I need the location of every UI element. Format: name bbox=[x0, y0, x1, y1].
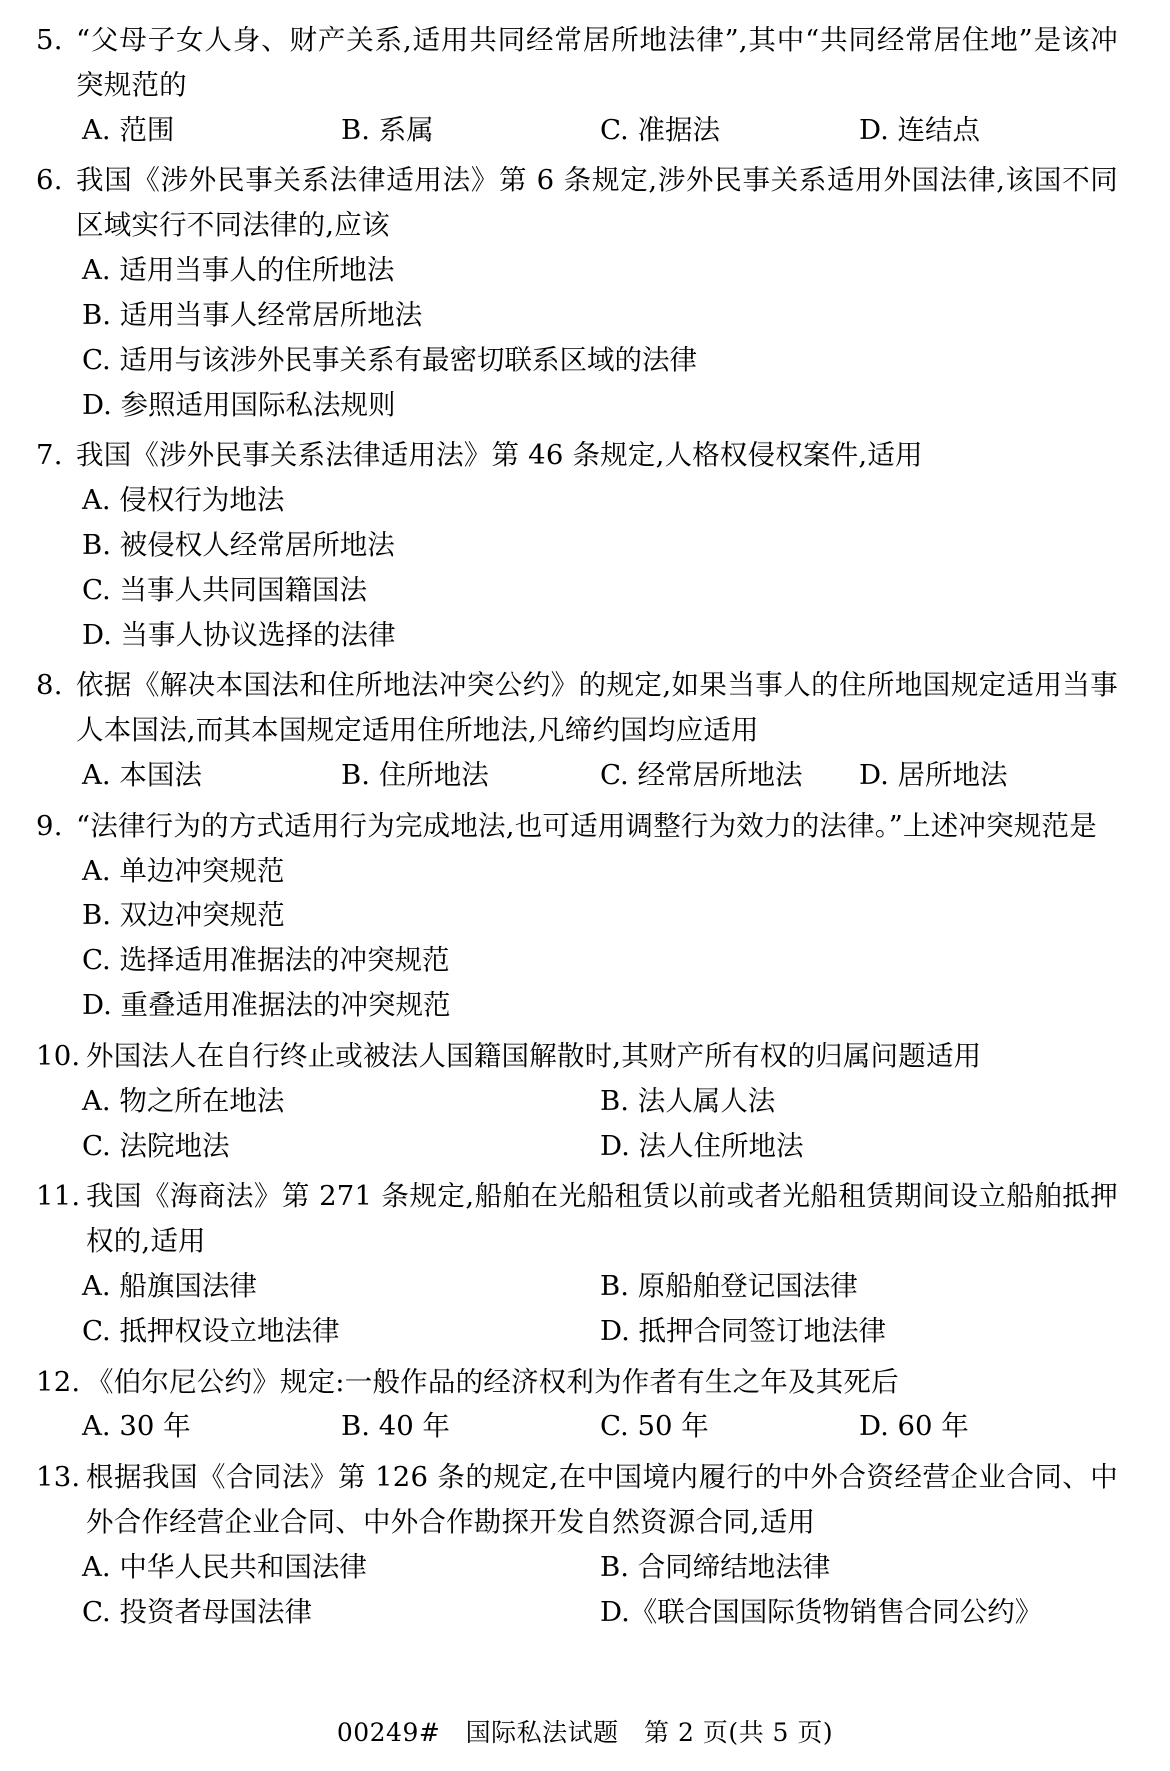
question-number: 10. bbox=[36, 1039, 81, 1072]
option-c[interactable]: C. 适用与该涉外民事关系有最密切联系区域的法律 bbox=[82, 343, 698, 376]
option-c[interactable]: C. 选择适用准据法的冲突规范 bbox=[82, 944, 450, 977]
exam-code: 00249# bbox=[336, 1718, 441, 1747]
page-number: 第 2 页(共 5 页) bbox=[644, 1718, 834, 1747]
question-9 bbox=[36, 804, 1118, 1028]
option-c[interactable]: C. 准据法 bbox=[600, 113, 721, 146]
option-a[interactable]: A. 船旗国法律 bbox=[82, 1269, 257, 1302]
question-options bbox=[36, 1545, 1118, 1635]
question-10 bbox=[36, 1034, 1118, 1168]
option-a[interactable]: A. 30 年 bbox=[82, 1410, 191, 1443]
question-5 bbox=[36, 18, 1118, 152]
question-number: 5. bbox=[36, 24, 63, 56]
question-11 bbox=[36, 1174, 1118, 1353]
question-text: 我国《海商法》第 271 条规定,船舶在光船租赁以前或者光船租赁期间设立船舶抵押权的,适用 bbox=[86, 1180, 1118, 1258]
option-a[interactable]: A. 本国法 bbox=[82, 759, 202, 791]
question-6 bbox=[36, 158, 1118, 427]
option-d[interactable]: D. 连结点 bbox=[859, 113, 981, 146]
option-c[interactable]: C. 投资者母国法律 bbox=[82, 1595, 313, 1628]
option-b[interactable]: B. 合同缔结地法律 bbox=[600, 1550, 831, 1583]
option-b[interactable]: B. 住所地法 bbox=[341, 759, 489, 791]
option-b[interactable]: B. 原船舶登记国法律 bbox=[600, 1269, 858, 1302]
option-b[interactable]: B. 40 年 bbox=[341, 1410, 450, 1443]
question-number: 13. bbox=[36, 1461, 81, 1494]
option-d[interactable]: D. 60 年 bbox=[859, 1410, 969, 1443]
question-number: 12. bbox=[36, 1365, 81, 1398]
option-d[interactable]: D. 重叠适用准据法的冲突规范 bbox=[82, 989, 451, 1022]
option-a[interactable]: A. 适用当事人的住所地法 bbox=[82, 254, 395, 287]
question-stem bbox=[36, 663, 1118, 753]
option-c[interactable]: C. 法院地法 bbox=[82, 1129, 230, 1162]
option-b[interactable]: B. 适用当事人经常居所地法 bbox=[82, 298, 423, 331]
question-text: 《伯尔尼公约》规定:一般作品的经济权利为作者有生之年及其死后 bbox=[86, 1365, 899, 1398]
option-d[interactable]: D. 当事人协议选择的法律 bbox=[82, 618, 396, 651]
question-options bbox=[36, 108, 1118, 153]
question-number: 11. bbox=[36, 1180, 81, 1213]
question-text: 我国《涉外民事关系法律适用法》第 6 条规定,涉外民事关系适用外国法律,该国不同区域实行不同法律的,应该 bbox=[76, 164, 1118, 242]
question-8 bbox=[36, 663, 1118, 797]
option-b[interactable]: B. 系属 bbox=[341, 113, 434, 146]
option-b[interactable]: B. 被侵权人经常居所地法 bbox=[82, 528, 395, 561]
question-stem bbox=[36, 1455, 1118, 1545]
option-d[interactable]: D.《联合国国际货物销售合同公约》 bbox=[600, 1595, 1043, 1628]
question-text: 我国《涉外民事关系法律适用法》第 46 条规定,人格权侵权案件,适用 bbox=[76, 439, 923, 472]
question-number: 6. bbox=[36, 164, 63, 197]
question-options bbox=[36, 1264, 1118, 1354]
question-text: “法律行为的方式适用行为完成地法,也可适用调整行为效力的法律。”上述冲突规范是 bbox=[76, 809, 1097, 842]
question-stem bbox=[36, 1360, 1118, 1405]
option-d[interactable]: D. 居所地法 bbox=[859, 759, 1008, 791]
question-text: 根据我国《合同法》第 126 条的规定,在中国境内履行的中外合资经营企业合同、中外合作经营企业合同、中外合作勘探开发自然资源合同,适用 bbox=[86, 1461, 1118, 1538]
option-b[interactable]: B. 法人属人法 bbox=[600, 1084, 776, 1117]
exam-title: 国际私法试题 bbox=[465, 1718, 619, 1747]
page-footer bbox=[0, 1713, 1170, 1749]
question-options bbox=[36, 1079, 1118, 1169]
option-c[interactable]: C. 50 年 bbox=[600, 1410, 709, 1443]
question-stem bbox=[36, 1034, 1118, 1079]
option-a[interactable]: A. 范围 bbox=[82, 113, 175, 146]
option-b[interactable]: B. 双边冲突规范 bbox=[82, 899, 285, 932]
option-d[interactable]: D. 法人住所地法 bbox=[600, 1129, 804, 1162]
option-c[interactable]: C. 当事人共同国籍国法 bbox=[82, 573, 368, 606]
question-number: 8. bbox=[36, 669, 63, 702]
option-d[interactable]: D. 抵押合同签订地法律 bbox=[600, 1314, 887, 1347]
option-a[interactable]: A. 物之所在地法 bbox=[82, 1084, 285, 1117]
question-options bbox=[36, 1404, 1118, 1449]
question-stem bbox=[36, 433, 1118, 478]
question-text: 外国法人在自行终止或被法人国籍国解散时,其财产所有权的归属问题适用 bbox=[86, 1039, 982, 1072]
question-number: 9. bbox=[36, 809, 63, 842]
question-12 bbox=[36, 1360, 1118, 1450]
question-7 bbox=[36, 433, 1118, 657]
question-number: 7. bbox=[36, 439, 63, 472]
question-options bbox=[36, 248, 1118, 427]
question-options bbox=[36, 849, 1118, 1028]
option-d[interactable]: D. 参照适用国际私法规则 bbox=[82, 388, 396, 421]
question-options bbox=[36, 753, 1118, 798]
option-a[interactable]: A. 侵权行为地法 bbox=[82, 484, 285, 517]
question-stem bbox=[36, 1174, 1118, 1264]
question-stem bbox=[36, 18, 1118, 108]
question-text: “父母子女人身、财产关系,适用共同经常居所地法律”,其中“共同经常居住地”是该冲突规范的 bbox=[76, 24, 1118, 101]
question-stem bbox=[36, 804, 1118, 849]
option-c[interactable]: C. 抵押权设立地法律 bbox=[82, 1314, 340, 1347]
question-text: 依据《解决本国法和住所地法冲突公约》的规定,如果当事人的住所地国规定适用当事人本国法,而其本国规定适用住所地法,凡缔约国均应适用 bbox=[76, 669, 1118, 747]
option-c[interactable]: C. 经常居所地法 bbox=[600, 759, 803, 791]
question-13 bbox=[36, 1455, 1118, 1634]
question-stem bbox=[36, 158, 1118, 248]
question-options bbox=[36, 478, 1118, 657]
option-a[interactable]: A. 中华人民共和国法律 bbox=[82, 1550, 367, 1583]
option-a[interactable]: A. 单边冲突规范 bbox=[82, 854, 285, 887]
